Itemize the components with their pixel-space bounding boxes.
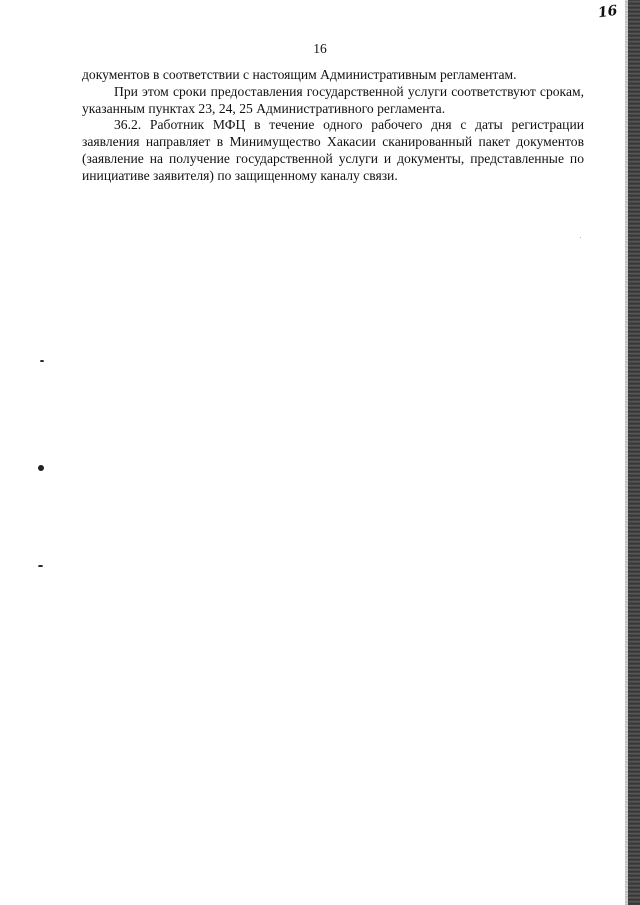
scan-speck xyxy=(580,237,581,238)
paragraph-36-2: 36.2. Работник МФЦ в течение одного рабочего дня с даты регистрации заявления направляет в Минимущество Хакасии сканированный пакет документов (заявление на получение государственной услуги и документы, представленные по инициативе заявителя) по защищенному каналу связи. xyxy=(82,117,584,183)
scan-speck xyxy=(38,465,44,471)
handwritten-page-number: 16 xyxy=(596,2,619,22)
scan-speck xyxy=(38,565,43,567)
scan-edge xyxy=(628,0,640,905)
document-body xyxy=(82,67,584,185)
page-number: 16 xyxy=(313,41,327,56)
paragraph-deadlines: При этом сроки предоставления государственной услуги соответствуют срокам, указанным пунктах 23, 24, 25 Административного регламента. xyxy=(82,83,584,116)
paragraph-continuation: документов в соответствии с настоящим Административным регламентам. xyxy=(82,67,517,82)
scan-speck xyxy=(40,360,44,362)
